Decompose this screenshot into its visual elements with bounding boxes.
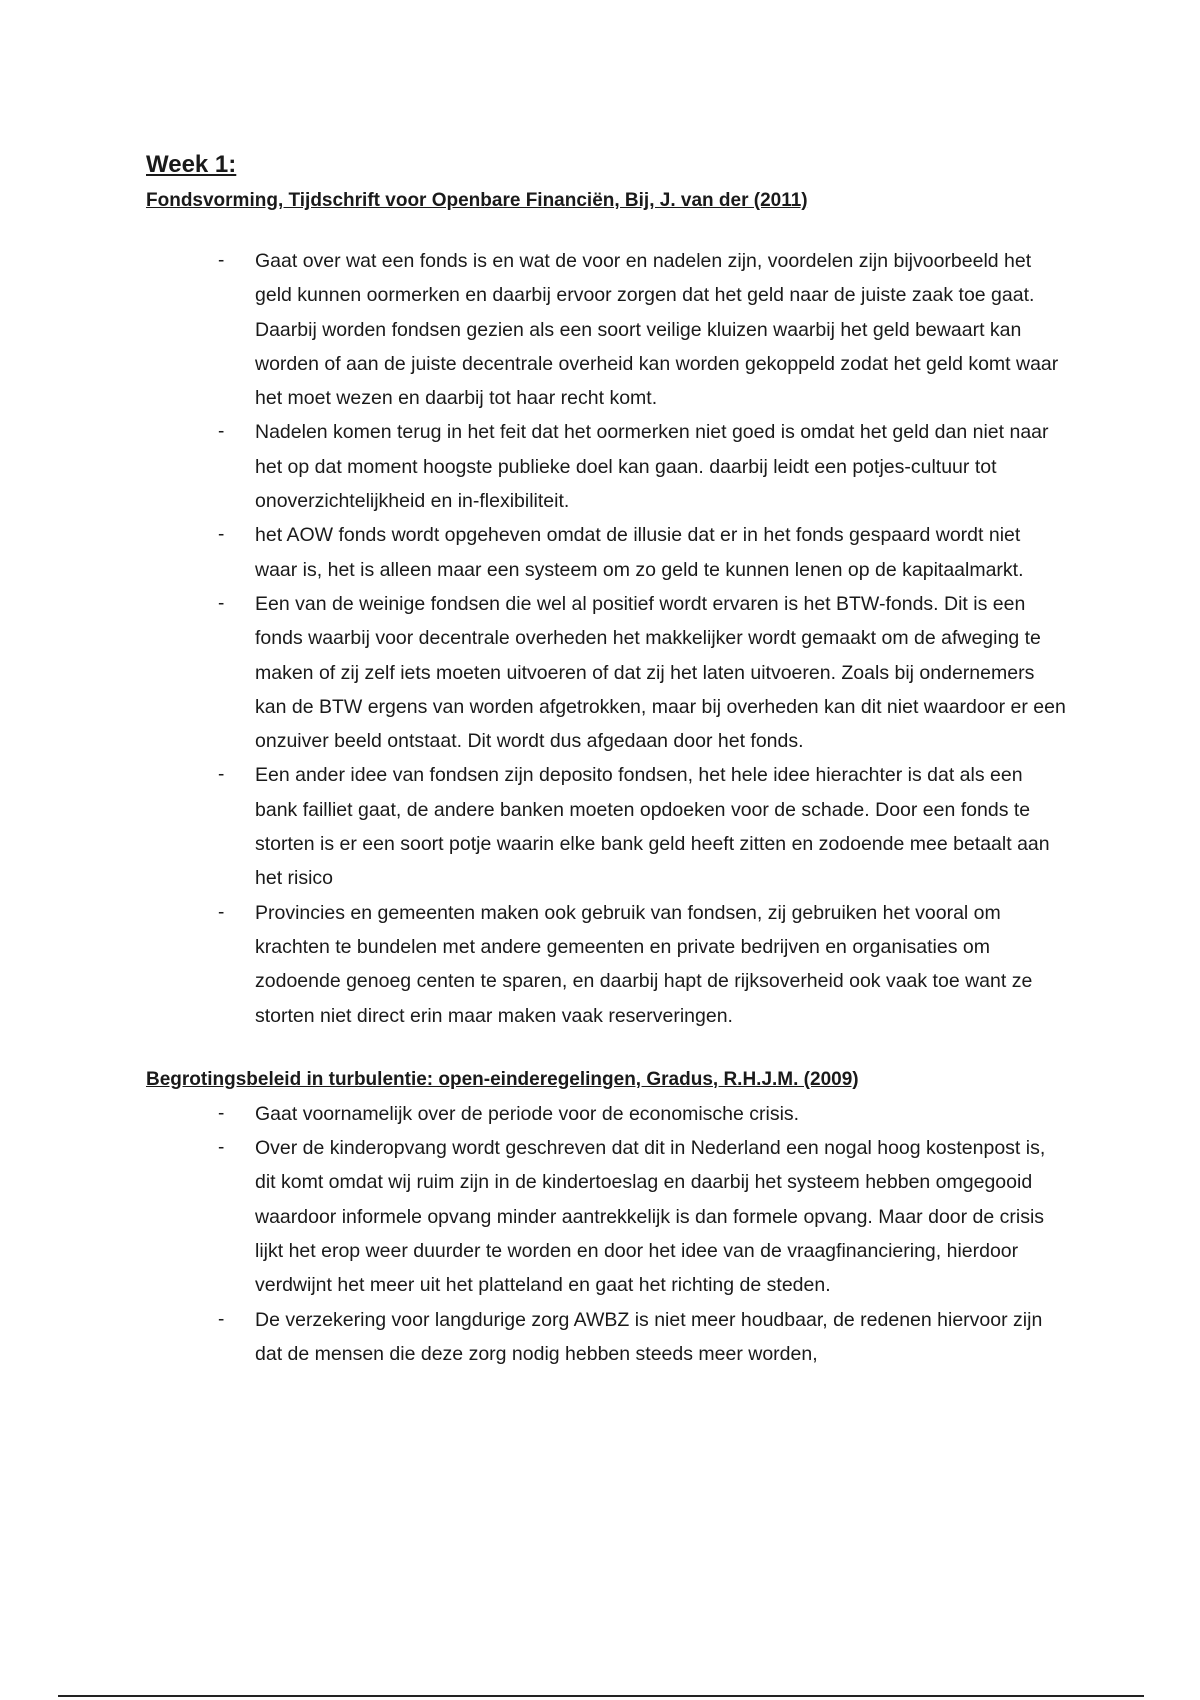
bullet-dash: - — [218, 524, 225, 546]
bullet-dash: - — [218, 1137, 225, 1159]
bullet-dash: - — [218, 901, 225, 923]
list-item — [218, 518, 1066, 587]
list-item-text: Nadelen komen terug in het feit dat het oormerken niet goed is omdat het geld dan niet naar het op dat moment hoogste publieke doel kan gaan. daarbij leidt een potjes-cultuur tot onoverzichtelijkheid en in-flexibiliteit. — [255, 421, 1049, 513]
section-fondsvorming — [146, 188, 1066, 1033]
bullet-list — [146, 244, 1066, 1033]
list-item-text: Een van de weinige fondsen die wel al positief wordt ervaren is het BTW-fonds. Dit is een fonds waarbij voor decentrale overheden het makkelijker wordt gemaakt om de afweging te maken of zij zelf iets moeten uitvoeren of dat zij het laten uitvoeren. Zoals bij ondernemers kan de BTW ergens van worden afgetrokken, maar bij overheden kan dit niet waardoor er een onzuiver beeld ontstaat. Dit wordt dus afgedaan door het fonds. — [255, 592, 1066, 753]
list-item — [218, 1303, 1066, 1372]
list-item — [218, 244, 1066, 415]
document-content — [146, 150, 1066, 1371]
list-item — [218, 758, 1066, 895]
list-item-text: het AOW fonds wordt opgeheven omdat de illusie dat er in het fonds gespaard wordt niet waar is, het is alleen maar een systeem om zo geld te kunnen lenen op de kapitaalmarkt. — [255, 524, 1024, 581]
list-item-text: Over de kinderopvang wordt geschreven dat dit in Nederland een nogal hoog kostenpost is, dit komt omdat wij ruim zijn in de kindertoeslag en daarbij het systeem hebben omgegooid waardoor informele opvang minder aantrekkelijk is dan formele opvang. Maar door de crisis lijkt het erop weer duurder te worden en door het idee van de vraagfinanciering, hierdoor verdwijnt het meer uit het platteland en gaat het richting de steden. — [255, 1137, 1046, 1297]
list-item-text: Een ander idee van fondsen zijn deposito fondsen, het hele idee hierachter is dat als een bank failliet gaat, de andere banken moeten opdoeken voor de schade. Door een fonds te storten is er een soort potje waarin elke bank geld heeft zitten en zodoende mee betaalt aan het risico — [255, 764, 1050, 890]
bullet-dash: - — [218, 250, 225, 271]
bullet-dash: - — [218, 1308, 225, 1330]
week-title: Week 1: — [146, 151, 237, 178]
list-item — [218, 1097, 1066, 1131]
bullet-dash: - — [218, 1102, 225, 1124]
list-item-text: De verzekering voor langdurige zorg AWBZ is niet meer houdbaar, de redenen hiervoor zijn dat de mensen die deze zorg nodig hebben steeds meer worden, — [255, 1308, 1043, 1365]
bullet-dash: - — [218, 592, 225, 614]
bullet-dash: - — [218, 764, 225, 786]
list-item — [218, 896, 1066, 1033]
section-title: Begrotingsbeleid in turbulentie: open-einderegelingen, Gradus, R.H.J.M. (2009) — [146, 1068, 859, 1090]
list-item — [218, 415, 1066, 518]
section-begrotingsbeleid — [146, 1067, 1066, 1371]
bullet-dash: - — [218, 421, 225, 443]
list-item-text: Gaat voornamelijk over de periode voor de economische crisis. — [255, 1102, 800, 1125]
footer-rule — [58, 1695, 1144, 1697]
list-item — [218, 1131, 1066, 1302]
list-item-text: Provincies en gemeenten maken ook gebruik van fondsen, zij gebruiken het vooral om krachten te bundelen met andere gemeenten en private bedrijven en organisaties om zodoende genoeg centen te sparen, en daarbij hapt de rijksoverheid ook vaak toe want ze storten niet direct erin maar maken vaak reserveringen. — [255, 901, 1033, 1027]
bullet-list — [146, 1097, 1066, 1371]
list-item — [218, 587, 1066, 758]
section-title: Fondsvorming, Tijdschrift voor Openbare Financiën, Bij, J. van der (2011) — [146, 190, 808, 211]
list-item-text: Gaat over wat een fonds is en wat de voor en nadelen zijn, voordelen zijn bijvoorbeeld het geld kunnen oormerken en daarbij ervoor zorgen dat het geld naar de juiste zaak toe gaat. Daarbij worden fondsen gezien als een soort veilige kluizen waarbij het geld bewaart kan worden of aan de juiste decentrale overheid kan worden gekoppeld zodat het geld komt waar het moet wezen en daarbij tot haar recht komt. — [255, 250, 1059, 410]
